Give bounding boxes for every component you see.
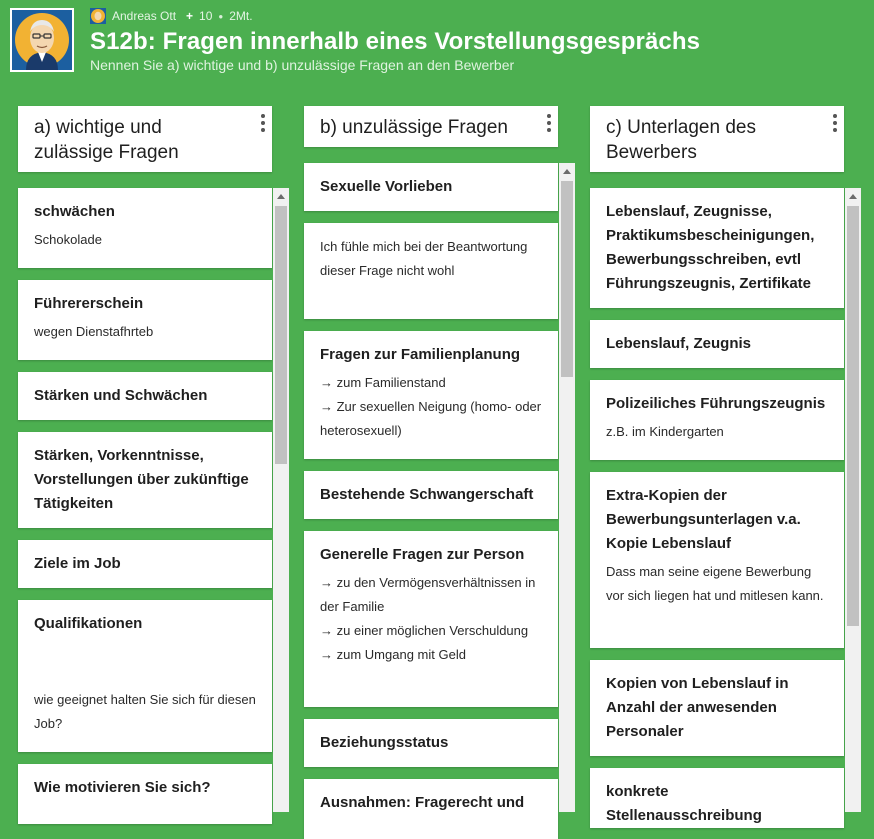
card-body: z.B. im Kindergarten bbox=[606, 424, 724, 439]
card-title: Qualifikationen bbox=[34, 615, 143, 632]
column-a-scrollbar[interactable] bbox=[273, 188, 289, 812]
page-subtitle: Nennen Sie a) wichtige und b) unzulässige Fragen an den Bewerber bbox=[90, 57, 515, 73]
card[interactable] bbox=[18, 188, 272, 268]
card-title: Führererschein bbox=[34, 295, 144, 312]
column-c-scrollbar[interactable] bbox=[845, 188, 861, 812]
scroll-up-icon[interactable] bbox=[563, 169, 571, 174]
card[interactable] bbox=[18, 600, 272, 752]
scroll-thumb[interactable] bbox=[561, 181, 573, 377]
column-menu-icon[interactable] bbox=[260, 114, 266, 132]
card-title: Bestehende Schwangerschaft bbox=[320, 486, 534, 503]
column-title: b) unzulässige Fragen bbox=[320, 117, 508, 138]
card[interactable] bbox=[304, 163, 558, 211]
card[interactable] bbox=[18, 764, 272, 824]
card[interactable] bbox=[590, 380, 844, 460]
card-title: Stärken, Vorkenntnisse, Vorstellungen über zukünftige Tätigkeiten bbox=[34, 447, 249, 512]
card[interactable] bbox=[590, 472, 844, 648]
card[interactable] bbox=[590, 320, 844, 368]
card-body: → zu den Vermögensverhältnissen in der Familie → zu einer möglichen Verschuldung → zum Umgang mit Geld bbox=[320, 575, 536, 662]
board-meta bbox=[90, 8, 253, 24]
card-title: Lebenslauf, Zeugnis bbox=[606, 335, 752, 352]
column-b-scrollbar[interactable] bbox=[559, 163, 575, 812]
author-avatar-icon bbox=[90, 8, 106, 24]
card[interactable] bbox=[304, 719, 558, 767]
card[interactable] bbox=[304, 331, 558, 459]
card[interactable] bbox=[590, 188, 844, 308]
page-title: S12b: Fragen innerhalb eines Vorstellungsgesprächs bbox=[90, 28, 701, 55]
card-body: Ich fühle mich bei der Beantwortung dieser Frage nicht wohl bbox=[320, 239, 528, 278]
card-title: Ziele im Job bbox=[34, 555, 121, 572]
card[interactable] bbox=[304, 223, 558, 319]
card-body: → zum Familienstand → Zur sexuellen Neigung (homo- oder heterosexuell) bbox=[320, 375, 542, 438]
card-body: wegen Dienstafhrteb bbox=[34, 324, 154, 339]
separator-dot-icon: ● bbox=[218, 11, 224, 21]
column-header bbox=[18, 106, 272, 172]
card[interactable] bbox=[590, 660, 844, 756]
card[interactable] bbox=[18, 280, 272, 360]
card-title: Kopien von Lebenslauf in Anzahl der anwesenden Personaler bbox=[606, 675, 789, 740]
card-title: Stärken und Schwächen bbox=[34, 387, 208, 404]
card-title: Ausnahmen: Fragerecht und bbox=[320, 794, 525, 811]
board-age: 2Mt. bbox=[229, 9, 253, 23]
card-body: wie geeignet halten Sie sich für diesen Job? bbox=[34, 692, 256, 731]
card-title: Beziehungsstatus bbox=[320, 734, 449, 751]
column-title: c) Unterlagen des Bewerbers bbox=[606, 117, 756, 163]
card-title: schwächen bbox=[34, 203, 115, 220]
card-title: Polizeiliches Führungszeugnis bbox=[606, 395, 826, 412]
portrait-icon bbox=[12, 10, 72, 70]
card[interactable] bbox=[18, 372, 272, 420]
card[interactable] bbox=[590, 768, 844, 828]
card-title: Extra-Kopien der Bewerbungsunterlagen v.a. Kopie Lebenslauf bbox=[606, 487, 801, 552]
author-name[interactable]: Andreas Ott bbox=[112, 9, 177, 23]
card-title: Fragen zur Familienplanung bbox=[320, 346, 521, 363]
card[interactable] bbox=[304, 531, 558, 707]
card-title: Wie motivieren Sie sich? bbox=[34, 779, 211, 796]
column-menu-icon[interactable] bbox=[546, 114, 552, 132]
card-title: Lebenslauf, Zeugnisse, Praktikumsbescheinigungen, Bewerbungsschreiben, evtl Führungszeugnis, Zertifikate bbox=[606, 203, 815, 292]
card[interactable] bbox=[18, 540, 272, 588]
scroll-up-icon[interactable] bbox=[849, 194, 857, 199]
column-title: a) wichtige und zulässige Fragen bbox=[34, 117, 179, 163]
card-body: Dass man seine eigene Bewerbung vor sich liegen hat und mitlesen kann. bbox=[606, 564, 824, 603]
board-avatar bbox=[10, 8, 74, 72]
card-title: Generelle Fragen zur Person bbox=[320, 546, 525, 563]
card-body: Schokolade bbox=[34, 232, 102, 247]
scroll-thumb[interactable] bbox=[275, 206, 287, 464]
column-header bbox=[304, 106, 558, 147]
scroll-thumb[interactable] bbox=[847, 206, 859, 626]
card-title: konkrete Stellenausschreibung bbox=[606, 783, 762, 824]
card[interactable] bbox=[304, 471, 558, 519]
card-title: Sexuelle Vorlieben bbox=[320, 178, 453, 195]
card[interactable] bbox=[18, 432, 272, 528]
like-plus-icon[interactable]: + bbox=[186, 9, 194, 23]
column-menu-icon[interactable] bbox=[832, 114, 838, 132]
card[interactable] bbox=[304, 779, 558, 839]
like-count: 10 bbox=[199, 9, 213, 23]
scroll-up-icon[interactable] bbox=[277, 194, 285, 199]
column-header bbox=[590, 106, 844, 172]
